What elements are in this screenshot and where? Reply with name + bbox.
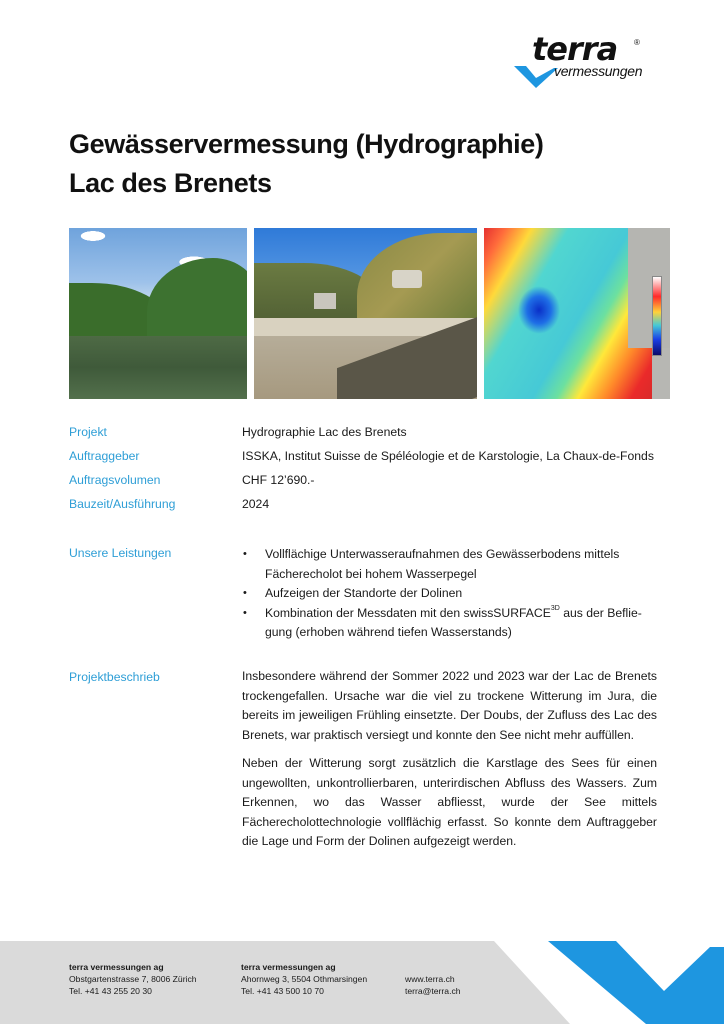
info-value-bauzeit: 2024	[242, 497, 270, 511]
logo-chevron-icon	[514, 66, 558, 88]
bullet-icon: •	[243, 587, 247, 599]
info-label-bauzeit: Bauzeit/Ausführung	[69, 497, 176, 511]
lake-dry-photo	[254, 228, 477, 399]
lake-high-water-photo	[69, 228, 247, 399]
bullet-icon: •	[243, 606, 247, 619]
bullet-icon: •	[243, 548, 247, 560]
title-line-2: Lac des Brenets	[69, 168, 272, 198]
footer-email-link[interactable]: terra@terra.ch	[405, 986, 461, 996]
info-label-projekt: Projekt	[69, 425, 107, 439]
footer-office-othmarsingen: terra vermessungen ag Ahornweg 3, 5504 Othmarsingen Tel. +41 43 500 10 70	[241, 962, 368, 996]
depth-legend	[652, 276, 662, 356]
list-item: • Vollflächige Unterwasseraufnahmen des Gewässerbodens mittels Fächerecholot bei hohem Wasserpegel	[243, 547, 620, 581]
info-value-auftraggeber: ISSKA, Institut Suisse de Spéléologie et de Karstologie, La Chaux-de-Fonds	[242, 449, 654, 463]
logo-subtitle: vermessungen	[554, 63, 643, 79]
footer-contact	[405, 973, 461, 997]
logo-brand: terra	[532, 30, 618, 68]
info-value-projekt: Hydrographie Lac des Brenets	[242, 425, 407, 439]
page-title	[69, 125, 543, 203]
services-label: Unsere Leistungen	[69, 546, 172, 560]
info-value-auftragsvolumen: CHF 12’690.-	[242, 473, 315, 487]
description-label: Projektbeschrieb	[69, 670, 160, 684]
description-paragraph-2: Neben der Witterung sorgt zusätzlich die Karstlage des Sees für einen ungewollten, unkontrollierbaren, unterirdischen Abfluss des Wassers. Zum Erkennen, wo das Wasser abfliesst, wurde der See mittels Fächerecholottechnologie vollflächig erfasst. So konnte dem Auftraggeber die Lage und Form der Dolinen aufgezeigt werden.	[242, 756, 657, 849]
info-label-auftraggeber: Auftraggeber	[69, 449, 140, 463]
info-label-auftragsvolumen: Auftragsvolumen	[69, 473, 161, 487]
terra-logo	[514, 30, 664, 94]
bathymetry-map	[484, 228, 670, 399]
services-list	[228, 545, 668, 643]
description-paragraph-1: Insbesondere während der Sommer 2022 und 2023 war der Lac de Brenets trockengefallen. Ursache war die viel zu trockene Witterung im Jura, die bereits im jeweiligen Frühling einsetzte. Der Doubs, der Zufluss des Lac des Brenets, war praktisch versiegt und konnte den See nicht mehr auffüllen.	[242, 669, 657, 742]
logo-registered-mark: ®	[634, 38, 640, 47]
footer-website-link[interactable]: www.terra.ch	[405, 974, 455, 984]
title-line-1: Gewässervermessung (Hydrographie)	[69, 129, 544, 159]
footer-office-zurich: terra vermessungen ag Obstgartenstrasse 7, 8006 Zürich Tel. +41 43 255 20 30	[69, 962, 197, 996]
list-item: • Kombination der Messdaten mit den swissSURFACE$^{3D}$ aus der Beflie- gung (erhoben während tiefen Wasserstands)	[243, 605, 642, 639]
list-item: • Aufzeigen der Standorte der Dolinen	[228, 584, 668, 604]
